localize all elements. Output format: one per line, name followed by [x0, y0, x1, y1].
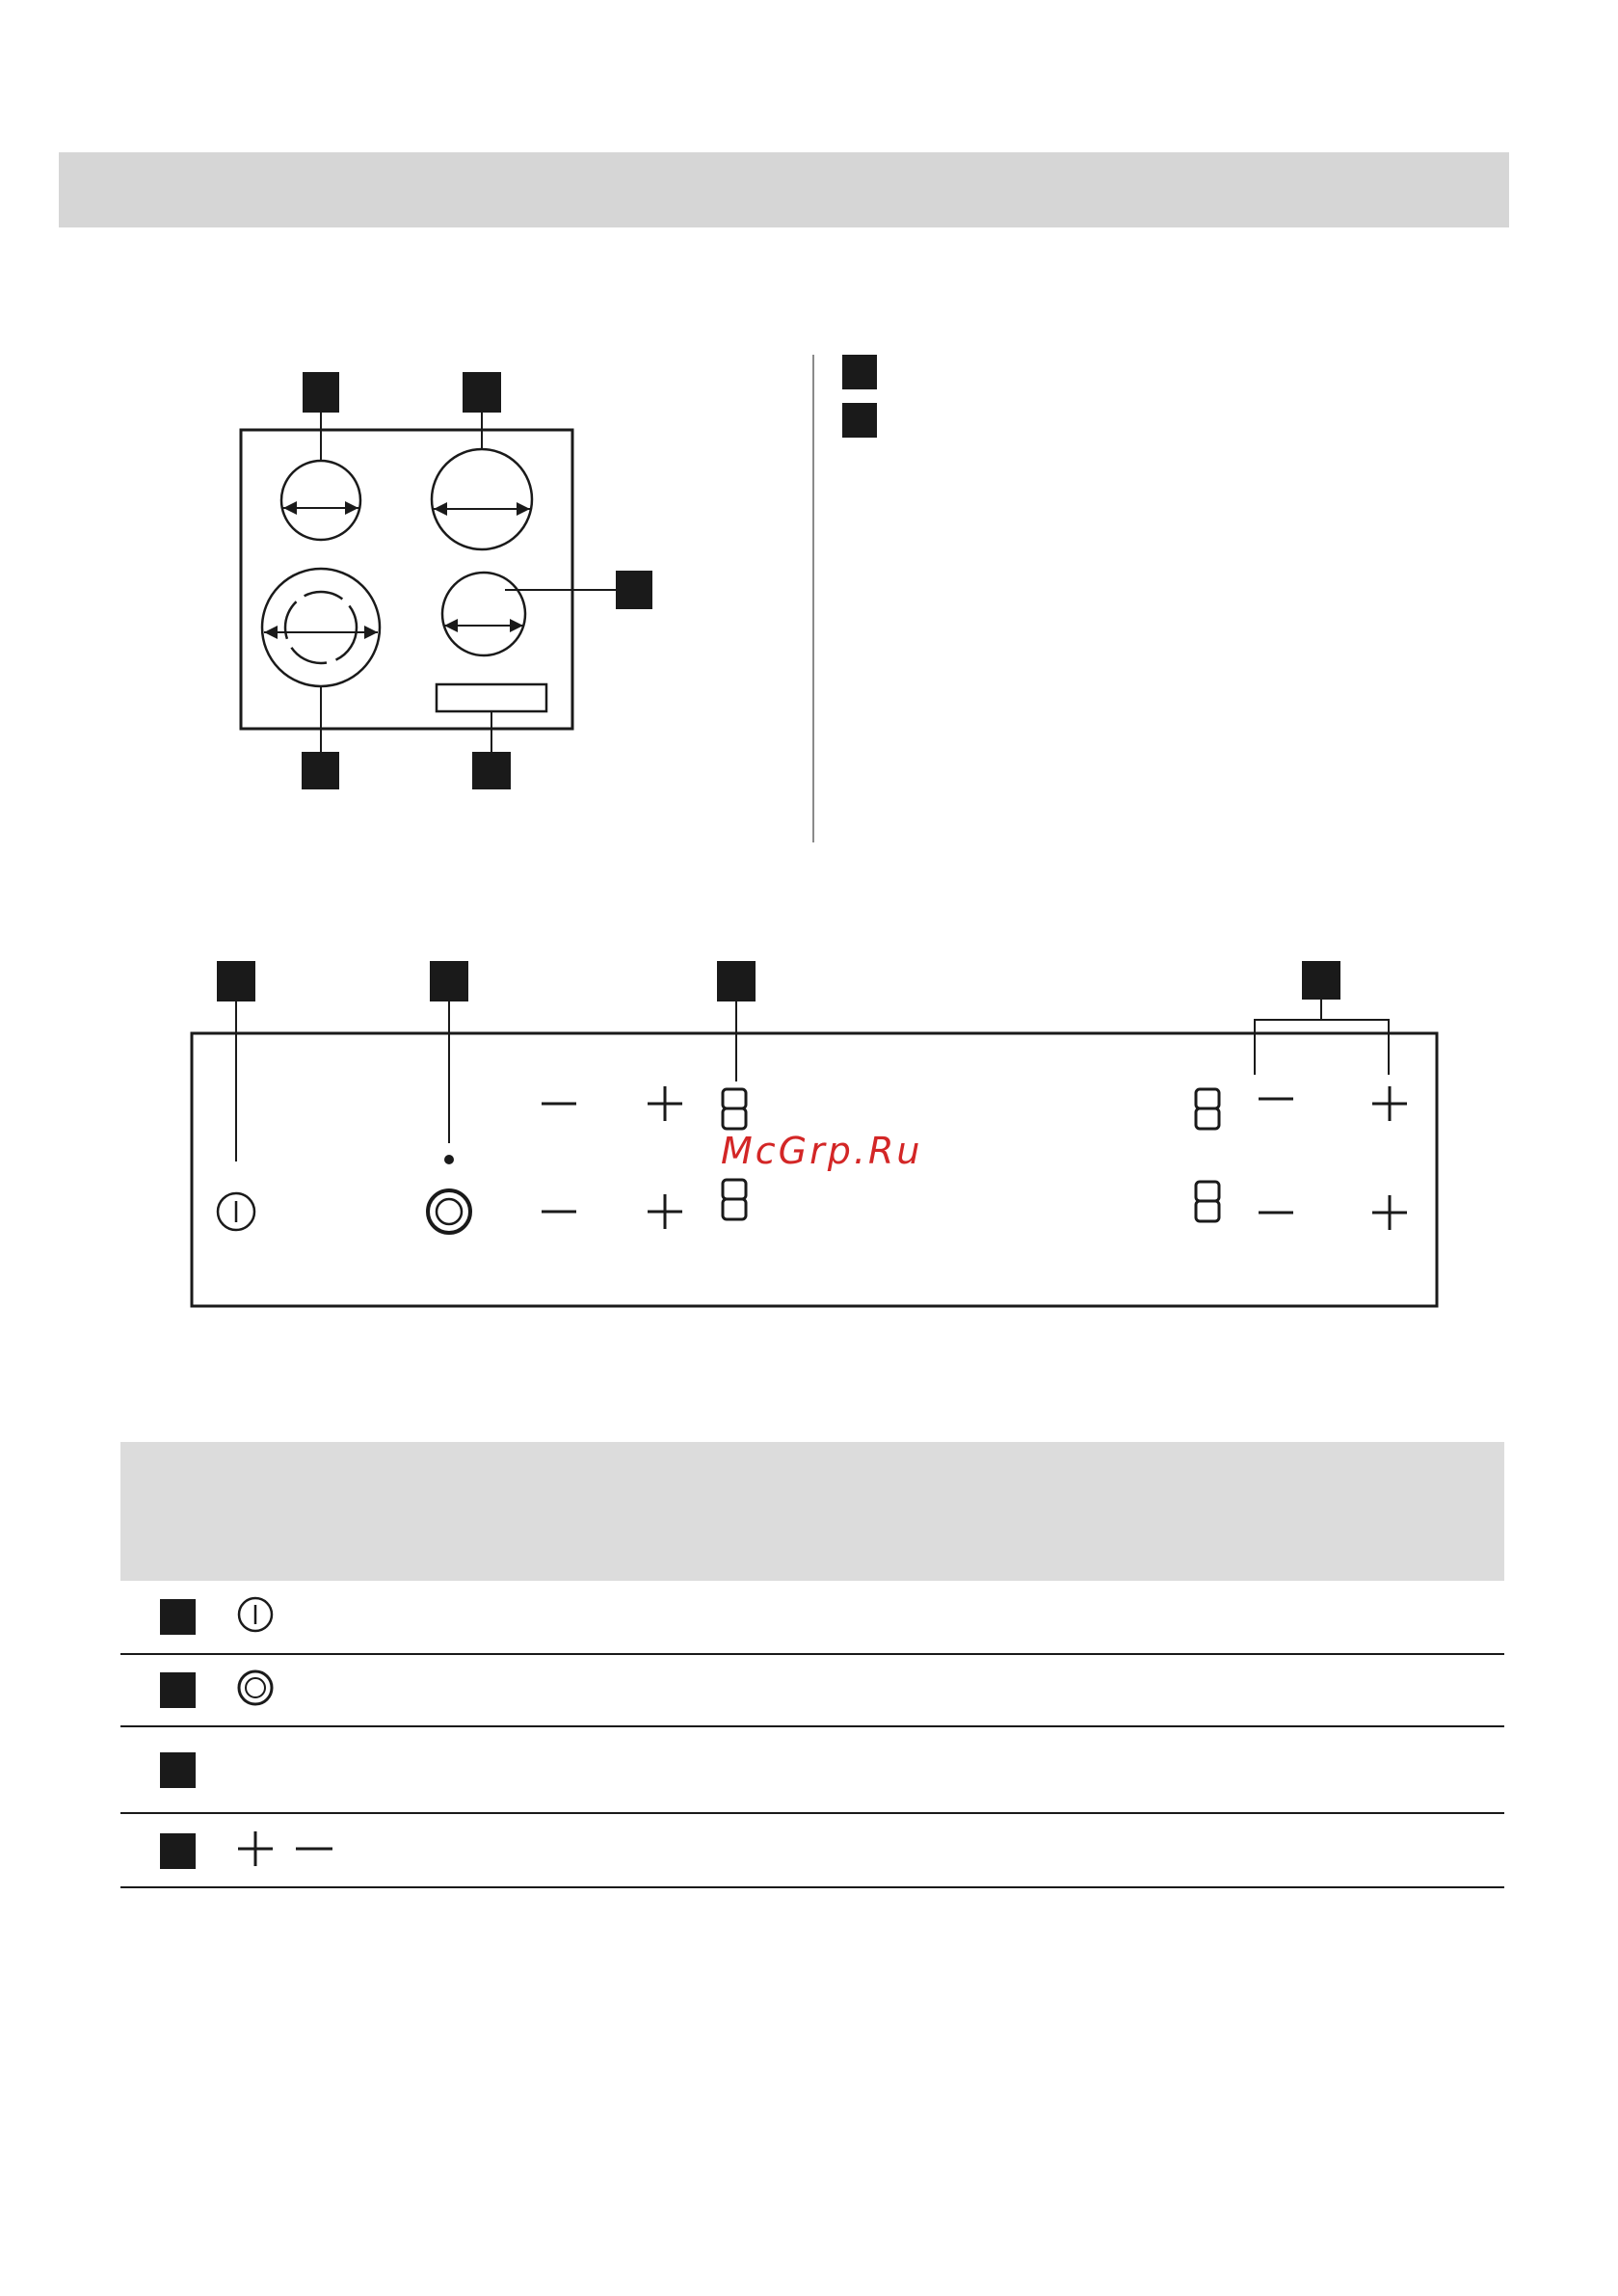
callout-badge-display — [717, 961, 756, 1001]
row-badge — [160, 1752, 196, 1788]
plus-icon — [1372, 1195, 1407, 1230]
table-header — [120, 1442, 1504, 1581]
plus-icon — [648, 1194, 682, 1229]
callout-badge-power — [217, 961, 255, 1001]
plus-minus-icon — [236, 1828, 342, 1870]
power-sensor-icon — [218, 1193, 254, 1230]
display-digit-icon — [1196, 1182, 1219, 1221]
power-icon — [236, 1595, 275, 1634]
table-row — [120, 1655, 1504, 1727]
callout-badge-plus-minus — [1302, 961, 1340, 1000]
lock-icon — [236, 1669, 275, 1707]
display-digit-icon — [1196, 1089, 1219, 1129]
table-row — [120, 1814, 1504, 1888]
lock-indicator-dot — [444, 1155, 454, 1164]
row-badge — [160, 1833, 196, 1869]
row-badge — [160, 1599, 196, 1635]
display-digit-icon — [723, 1180, 746, 1219]
lock-sensor-icon — [428, 1190, 470, 1233]
watermark-text: McGrp.Ru — [721, 1130, 923, 1172]
table-row — [120, 1581, 1504, 1655]
callout-badge-lock — [430, 961, 468, 1001]
display-digit-icon — [723, 1089, 746, 1129]
row-badge — [160, 1672, 196, 1708]
table-row — [120, 1727, 1504, 1814]
plus-icon — [1372, 1086, 1407, 1121]
plus-icon — [648, 1086, 682, 1121]
